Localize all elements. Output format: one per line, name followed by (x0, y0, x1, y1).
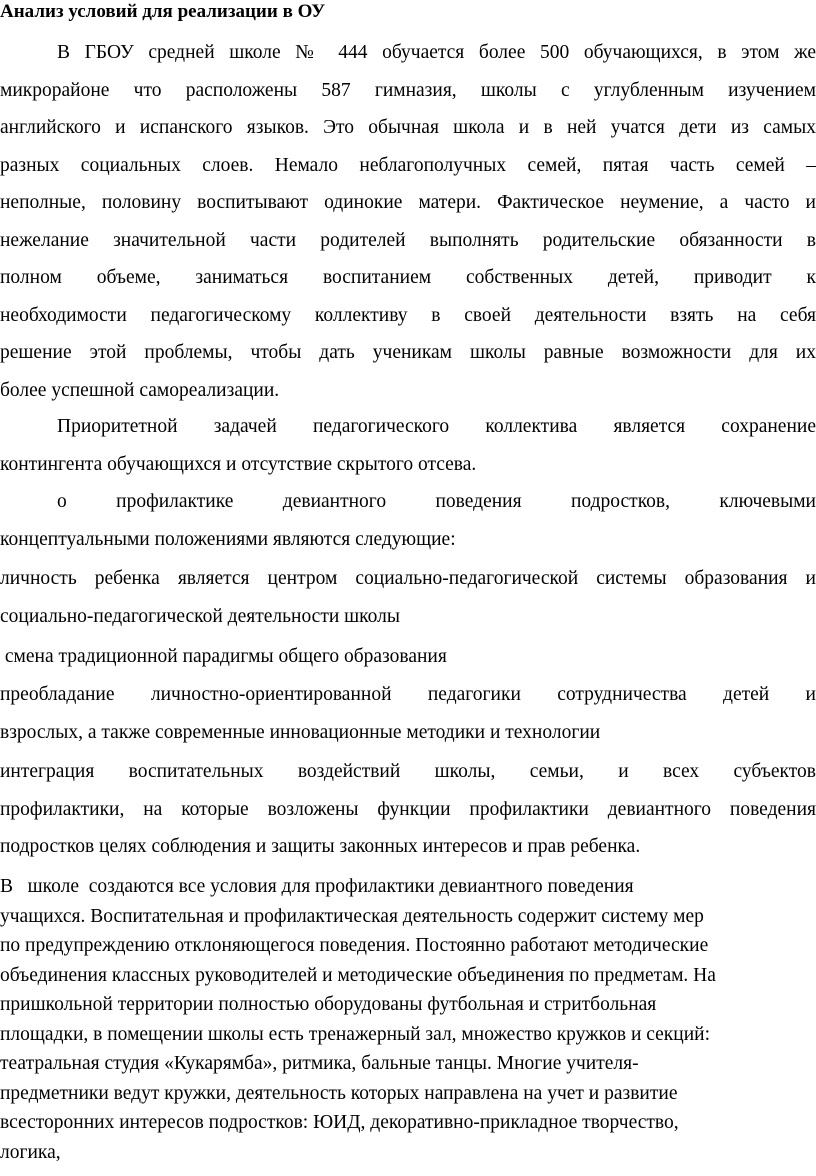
text-line: взрослых, а также современные инновационные методики и технологии (0, 721, 601, 743)
paragraph-prevention-intro (0, 483, 816, 558)
document-heading: Анализ условий для реализации в ОУ (0, 1, 326, 22)
text-line: подростков целях соблюдения и защиты законных интересов и прав ребенка. (0, 836, 641, 857)
text-line: площадки, в помещении школы есть тренажерный зал, множество кружков и секций: (0, 1023, 711, 1045)
text-line: логика, (0, 1141, 61, 1163)
text-line: смена традиционной парадигмы общего образования (0, 646, 447, 667)
text-line: по предупреждению отклоняющегося поведения. Постоянно работают методические (0, 935, 709, 956)
text-line: Приоритетной задачей педагогического коллектива является сохранение (57, 416, 816, 437)
text-line: В ГБОУ средней школе № 444 обучается более 500 обучающихся, в этом же (57, 42, 816, 63)
paragraph-pedagogy (0, 676, 816, 751)
text-line: неполные, половину воспитывают одинокие матери. Фактическое неумение, а часто и (0, 192, 816, 213)
paragraph-integration (0, 753, 816, 866)
text-line: разных социальных слоев. Немало неблагополучных семей, пятая часть семей – (0, 154, 816, 176)
text-line: интеграция воспитательных воздействий школы, семьи, и всех субъектов (0, 761, 816, 782)
text-line: преобладание личностно-ориентированной педагогики сотрудничества детей и (0, 684, 816, 705)
text-line: личность ребенка является центром социально-педагогической системы образования и (0, 568, 816, 589)
text-line: предметники ведут кружки, деятельность которых направлена на учет и развитие (0, 1082, 678, 1104)
text-line: микрорайоне что расположены 587 гимназия, школы с углубленным изучением (0, 79, 816, 101)
paragraph-school-overview (0, 34, 816, 409)
text-line: пришкольной территории полностью оборудованы футбольная и стритбольная (0, 994, 657, 1015)
text-line: английского и испанского языков. Это обычная школа и в ней учатся дети из самых (0, 117, 816, 138)
text-line: всесторонних интересов подростков: ЮИД, декоративно-прикладное творчество, (0, 1112, 679, 1133)
paragraph-child-centered (0, 560, 816, 635)
text-line: театральная студия «Кукарямба», ритмика, бальные танцы. Многие учителя- (0, 1053, 639, 1074)
text-line: учащихся. Воспитательная и профилактическая деятельность содержит систему мер (0, 905, 704, 927)
text-line: о профилактике девиантного поведения подростков, ключевыми (57, 491, 816, 512)
text-line: социально-педагогической деятельности школы (0, 605, 400, 627)
text-line: контингента обучающихся и отсутствие скрытого отсева. (0, 453, 477, 475)
text-line: более успешной самореализации. (0, 379, 280, 401)
paragraph-priority-task (0, 408, 816, 483)
text-line: В школе создаются все условия для профилактики девиантного поведения (0, 876, 634, 897)
text-line: профилактики, на которые возложены функции профилактики девиантного поведения (0, 798, 816, 820)
paragraph-conditions (0, 872, 816, 1167)
text-line: необходимости педагогическому коллективу в своей деятельности взять на себя (0, 304, 816, 326)
paragraph-paradigm-shift (0, 638, 816, 676)
text-line: концептуальными положениями являются следующие: (0, 528, 456, 550)
text-line: решение этой проблемы, чтобы дать ученикам школы равные возможности для их (0, 342, 816, 363)
text-line: полном объеме, заниматься воспитанием собственных детей, приводит к (0, 267, 816, 288)
text-line: объединения классных руководителей и методические объединения по предметам. На (0, 964, 716, 986)
text-line: нежелание значительной части родителей выполнять родительские обязанности в (0, 229, 816, 251)
